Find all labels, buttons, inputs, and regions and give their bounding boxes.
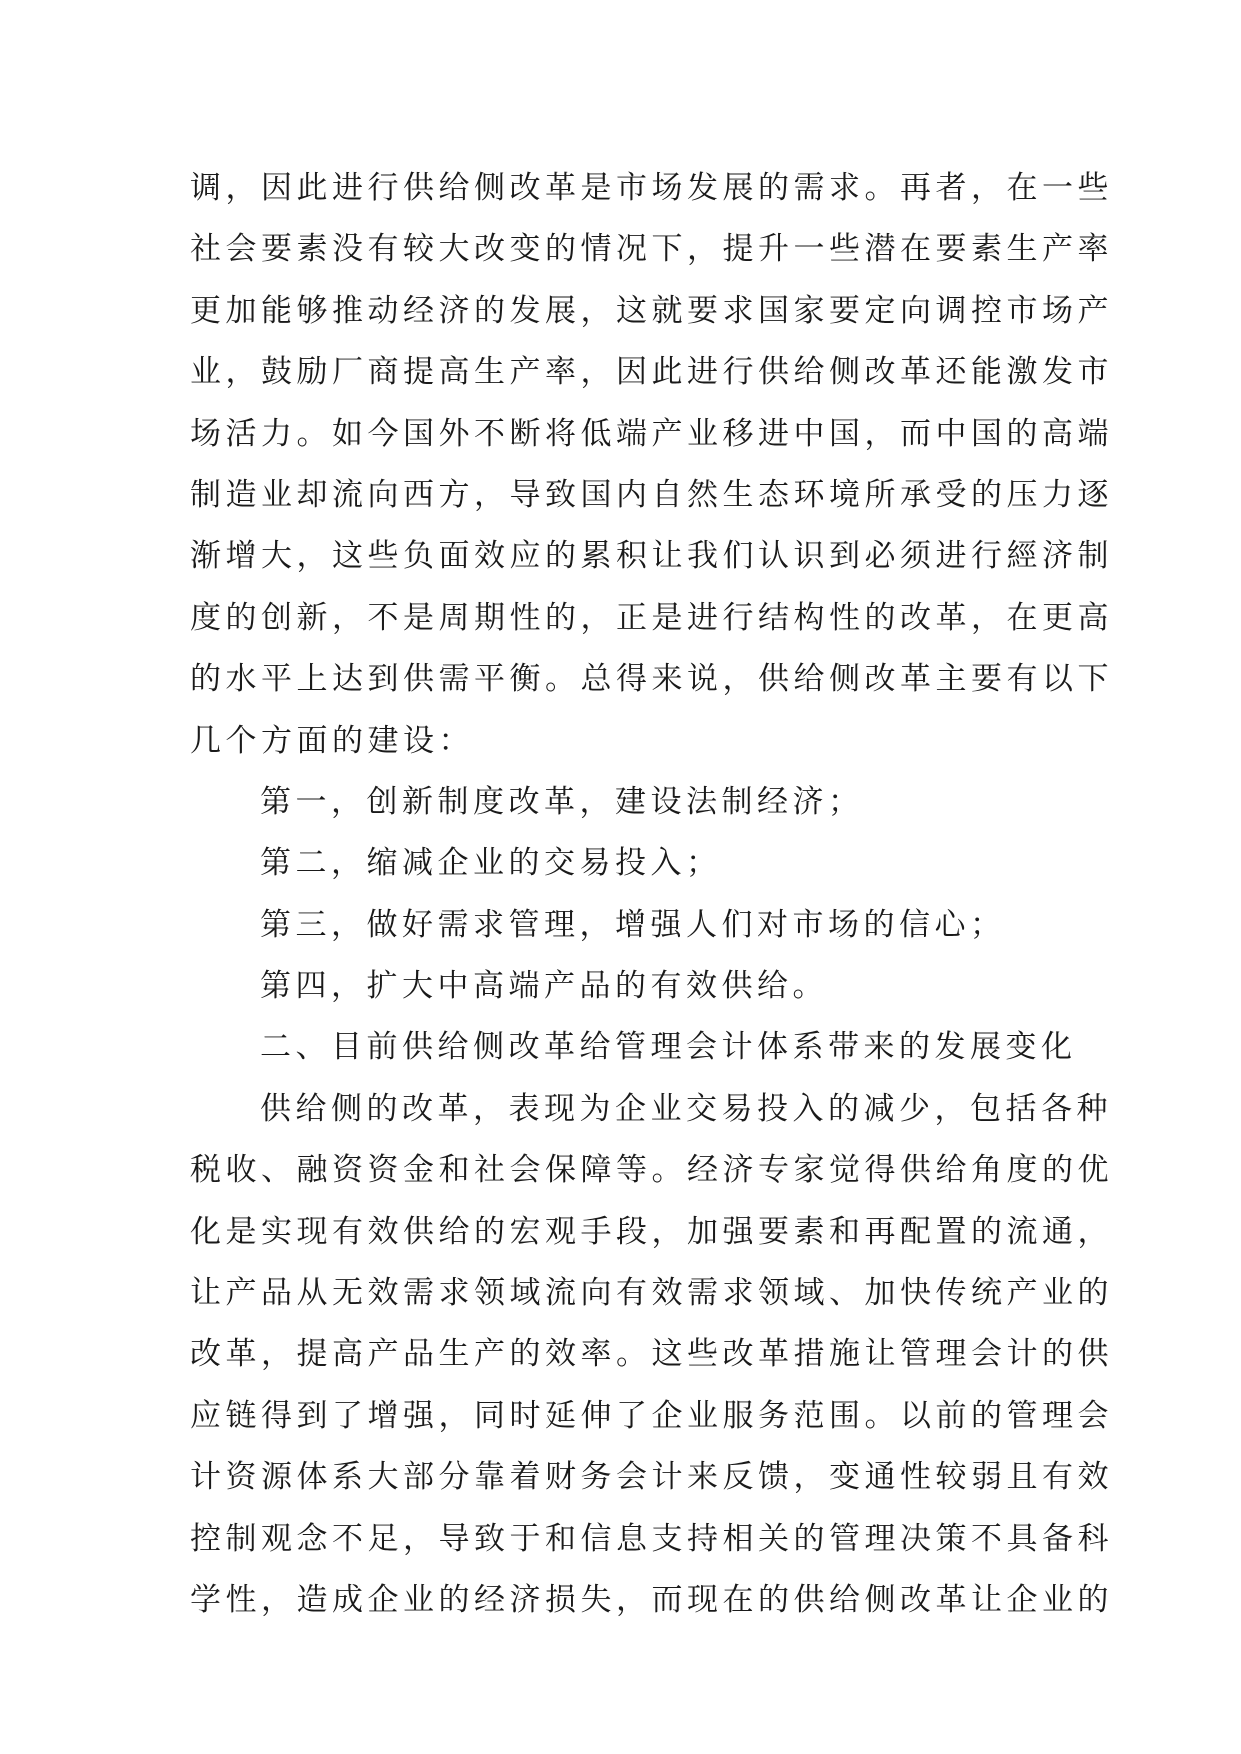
text-line: 控制观念不足，导致于和信息支持相关的管理决策不具备科 xyxy=(190,1520,1113,1557)
list-item: 第三，做好需求管理，增强人们对市场的信心； xyxy=(260,906,1006,943)
section-heading: 二、目前供给侧改革给管理会计体系带来的发展变化 xyxy=(260,1029,1077,1066)
body-text xyxy=(190,158,1113,1631)
text-line: 让产品从无效需求领域流向有效需求领域、加快传统产业的 xyxy=(190,1275,1113,1312)
text-line: 社会要素没有较大改变的情况下，提升一些潜在要素生产率 xyxy=(190,231,1113,268)
text-line: 改革，提高产品生产的效率。这些改革措施让管理会计的供 xyxy=(190,1336,1113,1373)
text-line: 应链得到了增强，同时延伸了企业服务范围。以前的管理会 xyxy=(190,1397,1113,1434)
text-line: 计资源体系大部分靠着财务会计来反馈，变通性较弱且有效 xyxy=(190,1459,1113,1496)
text-line: 调，因此进行供给侧改革是市场发展的需求。再者，在一些 xyxy=(190,170,1113,206)
text-line: 税收、融资资金和社会保障等。经济专家觉得供给角度的优 xyxy=(190,1152,1113,1189)
list-item: 第四，扩大中高端产品的有效供给。 xyxy=(260,968,828,1005)
text-line: 几个方面的建设： xyxy=(190,722,474,759)
text-line: 度的创新，不是周期性的，正是进行结构性的改革，在更高 xyxy=(190,599,1113,636)
list-item: 第一，创新制度改革，建设法制经济； xyxy=(260,783,864,820)
text-line: 供给侧的改革，表现为企业交易投入的减少，包括各种 xyxy=(260,1090,1112,1127)
text-line: 场活力。如今国外不断将低端产业移进中国，而中国的高端 xyxy=(190,415,1113,452)
text-line: 业，鼓励厂商提高生产率，因此进行供给侧改革还能激发市 xyxy=(190,354,1113,391)
text-line: 制造业却流向西方，导致国内自然生态环境所承受的压力逐 xyxy=(190,476,1113,513)
text-line: 渐增大，这些负面效应的累积让我们认识到必须进行經济制 xyxy=(190,538,1113,575)
text-line: 化是实现有效供给的宏观手段，加强要素和再配置的流通， xyxy=(190,1213,1113,1250)
text-line: 更加能够推动经济的发展，这就要求国家要定向调控市场产 xyxy=(190,292,1113,329)
text-line: 的水平上达到供需平衡。总得来说，供给侧改革主要有以下 xyxy=(190,661,1113,698)
list-item: 第二，缩减企业的交易投入； xyxy=(260,845,722,882)
text-line: 学性，造成企业的经济损失，而现在的供给侧改革让企业的 xyxy=(190,1581,1113,1618)
